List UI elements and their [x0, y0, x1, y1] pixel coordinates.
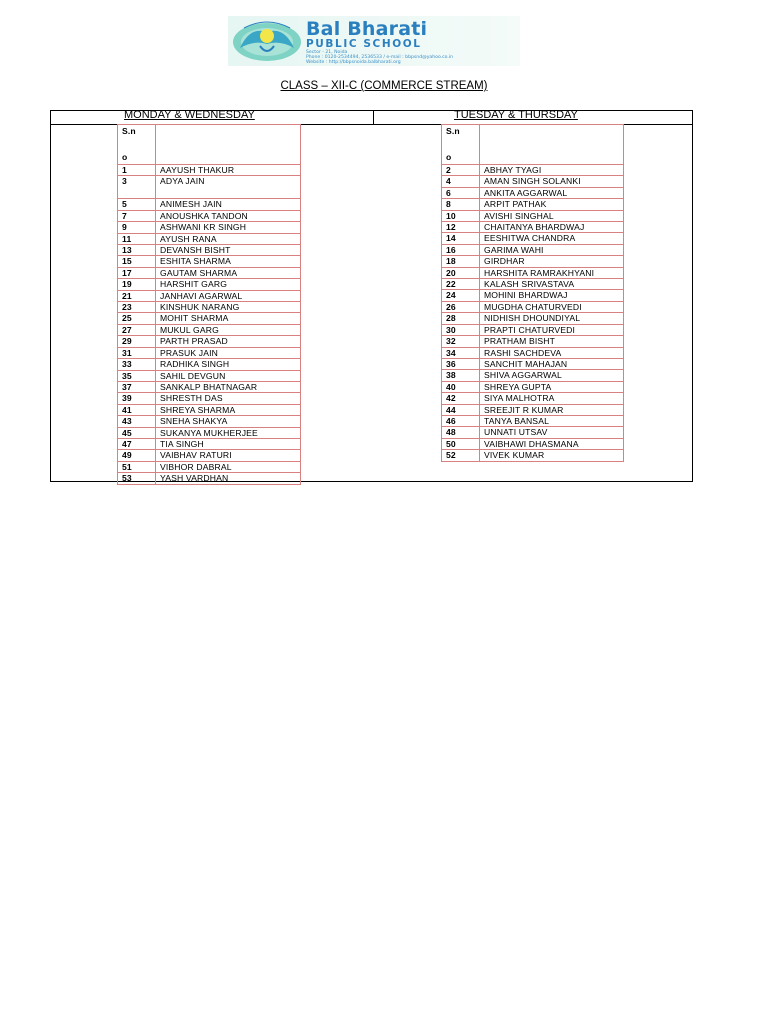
- student-name: SHIVA AGGARWAL: [480, 370, 624, 381]
- sn-header-line: o: [122, 152, 128, 162]
- serial-number: 25: [118, 313, 156, 324]
- student-name: PARTH PRASAD: [156, 336, 301, 347]
- student-name: TANYA BANSAL: [480, 415, 624, 426]
- table-row: [442, 222, 624, 233]
- table-row: [118, 416, 301, 427]
- table-row: [118, 461, 301, 472]
- serial-number: 32: [442, 336, 480, 347]
- student-name: NIDHISH DHOUNDIYAL: [480, 313, 624, 324]
- student-name: TIA SINGH: [156, 438, 301, 449]
- serial-number: 17: [118, 267, 156, 278]
- table-row: [442, 370, 624, 381]
- table-row: [118, 313, 301, 324]
- serial-number: 8: [442, 199, 480, 210]
- sn-header: [442, 125, 480, 165]
- student-name: ARPIT PATHAK: [480, 199, 624, 210]
- serial-number: 29: [118, 336, 156, 347]
- student-name: VAIBHAWI DHASMANA: [480, 438, 624, 449]
- student-name: SAHIL DEVGUN: [156, 370, 301, 381]
- table-row: [118, 393, 301, 404]
- table-row: [442, 347, 624, 358]
- student-name: ANIMESH JAIN: [156, 199, 301, 210]
- serial-number: 9: [118, 222, 156, 233]
- sn-header-line: o: [446, 152, 452, 162]
- school-emblem-icon: [230, 18, 304, 64]
- serial-number: 40: [442, 381, 480, 392]
- table-row: [118, 290, 301, 301]
- table-row: [118, 222, 301, 233]
- serial-number: 7: [118, 210, 156, 221]
- serial-number: 52: [442, 450, 480, 461]
- serial-number: 24: [442, 290, 480, 301]
- student-name: MOHIT SHARMA: [156, 313, 301, 324]
- table-row: [442, 187, 624, 198]
- student-name: VIBHOR DABRAL: [156, 461, 301, 472]
- table-row: [118, 165, 301, 176]
- table-row: [118, 233, 301, 244]
- serial-number: 44: [442, 404, 480, 415]
- student-name: SHREYA SHARMA: [156, 404, 301, 415]
- table-row: [118, 256, 301, 267]
- student-name: ADYA JAIN: [156, 176, 301, 199]
- serial-number: 46: [442, 415, 480, 426]
- student-name: EESHITWA CHANDRA: [480, 233, 624, 244]
- table-row: [118, 210, 301, 221]
- serial-number: 5: [118, 199, 156, 210]
- table-row: [442, 279, 624, 290]
- serial-number: 12: [442, 222, 480, 233]
- serial-number: 11: [118, 233, 156, 244]
- table-row: [442, 336, 624, 347]
- table-row: [442, 381, 624, 392]
- table-row: [442, 404, 624, 415]
- table-row: [118, 279, 301, 290]
- address-line: Phone : 0120-2534494, 2536533 / e-mail : bbpsnd@yahoo.co.in: [306, 55, 454, 61]
- student-name: PRATHAM BISHT: [480, 336, 624, 347]
- serial-number: 26: [442, 301, 480, 312]
- table-row: [442, 210, 624, 221]
- table-row: [442, 244, 624, 255]
- table-row: [118, 336, 301, 347]
- serial-number: 27: [118, 324, 156, 335]
- column-divider: [373, 111, 374, 125]
- serial-number: 6: [442, 187, 480, 198]
- serial-number: 31: [118, 347, 156, 358]
- right-column-heading: TUESDAY & THURSDAY: [454, 109, 578, 121]
- student-name: GIRDHAR: [480, 256, 624, 267]
- table-row: [118, 427, 301, 438]
- table-row: [118, 245, 301, 256]
- table-row: [442, 393, 624, 404]
- table-row: [442, 199, 624, 210]
- serial-number: 34: [442, 347, 480, 358]
- table-row: [442, 313, 624, 324]
- table-row: [442, 176, 624, 187]
- serial-number: 37: [118, 381, 156, 392]
- table-row: [442, 450, 624, 461]
- serial-number: 4: [442, 176, 480, 187]
- student-name: SANKALP BHATNAGAR: [156, 381, 301, 392]
- serial-number: 15: [118, 256, 156, 267]
- name-header: [156, 125, 301, 165]
- table-row: [118, 370, 301, 381]
- student-name: GAUTAM SHARMA: [156, 267, 301, 278]
- address-line: Sector - 21, Noida: [306, 50, 348, 55]
- table-row: [118, 473, 301, 484]
- table-row: [442, 290, 624, 301]
- table-row: [442, 301, 624, 312]
- serial-number: 41: [118, 404, 156, 415]
- student-name: PRASUK JAIN: [156, 347, 301, 358]
- serial-number: 51: [118, 461, 156, 472]
- table-row: [118, 176, 301, 199]
- serial-number: 45: [118, 427, 156, 438]
- student-name: ANKITA AGGARWAL: [480, 187, 624, 198]
- student-name: SIYA MALHOTRA: [480, 393, 624, 404]
- table-row: [118, 404, 301, 415]
- serial-number: 18: [442, 256, 480, 267]
- student-name: RADHIKA SINGH: [156, 359, 301, 370]
- student-name: MUKUL GARG: [156, 324, 301, 335]
- student-name: ANOUSHKA TANDON: [156, 210, 301, 221]
- table-row: [442, 233, 624, 244]
- table-row: [442, 415, 624, 426]
- school-address: [306, 50, 453, 66]
- serial-number: 39: [118, 393, 156, 404]
- student-name: SANCHIT MAHAJAN: [480, 358, 624, 369]
- serial-number: 48: [442, 427, 480, 438]
- student-name: KALASH SRIVASTAVA: [480, 279, 624, 290]
- serial-number: 36: [442, 358, 480, 369]
- serial-number: 3: [118, 176, 156, 199]
- table-row: [118, 438, 301, 449]
- table-row: [442, 267, 624, 278]
- student-name: AMAN SINGH SOLANKI: [480, 176, 624, 187]
- school-logo: [228, 16, 520, 66]
- student-name: SHRESTH DAS: [156, 393, 301, 404]
- table-row: [118, 347, 301, 358]
- serial-number: 19: [118, 279, 156, 290]
- serial-number: 38: [442, 370, 480, 381]
- serial-number: 20: [442, 267, 480, 278]
- student-name: HARSHIT GARG: [156, 279, 301, 290]
- student-name: KINSHUK NARANG: [156, 302, 301, 313]
- serial-number: 10: [442, 210, 480, 221]
- student-name: GARIMA WAHI: [480, 244, 624, 255]
- left-student-table: [117, 124, 301, 485]
- table-header-row: [118, 125, 301, 165]
- student-name: UNNATI UTSAV: [480, 427, 624, 438]
- student-name: DEVANSH BISHT: [156, 245, 301, 256]
- table-row: [118, 267, 301, 278]
- table-row: [442, 427, 624, 438]
- serial-number: 16: [442, 244, 480, 255]
- sn-header: [118, 125, 156, 165]
- serial-number: 53: [118, 473, 156, 484]
- serial-number: 22: [442, 279, 480, 290]
- serial-number: 23: [118, 302, 156, 313]
- name-header: [480, 125, 624, 165]
- serial-number: 49: [118, 450, 156, 461]
- serial-number: 50: [442, 438, 480, 449]
- student-name: ASHWANI KR SINGH: [156, 222, 301, 233]
- student-name: PRAPTI CHATURVEDI: [480, 324, 624, 335]
- serial-number: 35: [118, 370, 156, 381]
- table-row: [118, 359, 301, 370]
- student-name: AAYUSH THAKUR: [156, 165, 301, 176]
- student-name: HARSHITA RAMRAKHYANI: [480, 267, 624, 278]
- table-row: [118, 450, 301, 461]
- student-name: VIVEK KUMAR: [480, 450, 624, 461]
- table-header-row: [442, 125, 624, 165]
- school-subtitle: PUBLIC SCHOOL: [306, 38, 422, 50]
- serial-number: 2: [442, 165, 480, 176]
- sn-header-line: S.n: [122, 126, 136, 136]
- table-row: [118, 381, 301, 392]
- student-name: SHREYA GUPTA: [480, 381, 624, 392]
- student-name: JANHAVI AGARWAL: [156, 290, 301, 301]
- serial-number: 42: [442, 393, 480, 404]
- student-name: ESHITA SHARMA: [156, 256, 301, 267]
- serial-number: 1: [118, 165, 156, 176]
- student-name: RASHI SACHDEVA: [480, 347, 624, 358]
- student-name: MOHINI BHARDWAJ: [480, 290, 624, 301]
- serial-number: 33: [118, 359, 156, 370]
- student-name: SNEHA SHAKYA: [156, 416, 301, 427]
- student-name: MUGDHA CHATURVEDI: [480, 301, 624, 312]
- table-row: [442, 256, 624, 267]
- school-name: Bal Bharati: [306, 18, 428, 40]
- page-title: CLASS – XII-C (COMMERCE STREAM): [280, 80, 488, 92]
- student-name: YASH VARDHAN: [156, 473, 301, 484]
- sn-header-line: S.n: [446, 126, 460, 136]
- serial-number: 30: [442, 324, 480, 335]
- serial-number: 14: [442, 233, 480, 244]
- table-row: [442, 324, 624, 335]
- serial-number: 13: [118, 245, 156, 256]
- table-row: [118, 324, 301, 335]
- student-name: AVISHI SINGHAL: [480, 210, 624, 221]
- student-name: CHAITANYA BHARDWAJ: [480, 222, 624, 233]
- student-name: VAIBHAV RATURI: [156, 450, 301, 461]
- serial-number: 28: [442, 313, 480, 324]
- student-name: SREEJIT R KUMAR: [480, 404, 624, 415]
- right-student-table: [441, 124, 624, 462]
- address-line: Website : http://bbpsnoida.balbharati.org: [306, 60, 401, 66]
- serial-number: 47: [118, 438, 156, 449]
- table-row: [118, 302, 301, 313]
- student-name: AYUSH RANA: [156, 233, 301, 244]
- table-row: [442, 165, 624, 176]
- student-name: ABHAY TYAGI: [480, 165, 624, 176]
- table-row: [442, 358, 624, 369]
- serial-number: 43: [118, 416, 156, 427]
- table-row: [118, 199, 301, 210]
- student-name: SUKANYA MUKHERJEE: [156, 427, 301, 438]
- table-row: [442, 438, 624, 449]
- serial-number: 21: [118, 290, 156, 301]
- left-column-heading: MONDAY & WEDNESDAY: [124, 109, 255, 121]
